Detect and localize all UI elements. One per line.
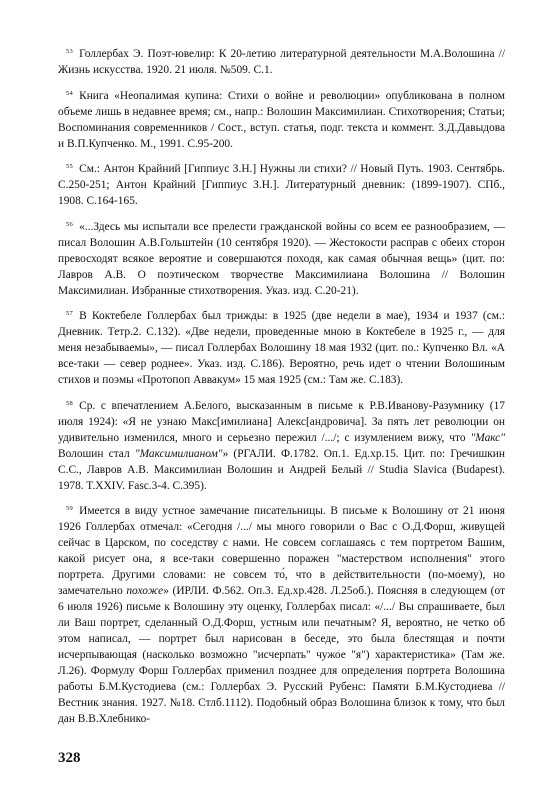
footnote-text: «...Здесь мы испытали все прелести гражданской войны со всем ее разнообразием, — писал Волошин А.В.Гольштейн (10 сентября 1920). — Жестокости расправ с обеих сторон превосходят всякое вероятие и совершаются походя, как самая обычная вещь» (цит. по: Лавров А.В. О поэтическом творчестве Максимилиана Волошина // Волошин Максимилиан. Избранные стихотворения. Указ. изд. С.20-21). — [58, 220, 505, 297]
footnote-54 — [58, 86, 505, 152]
footnote-number: 57 — [66, 310, 74, 317]
footnote-text: См.: Антон Крайний [Гиппиус З.Н.] Нужны ли стихи? // Новый Путь. 1903. Сентябрь. С.250-251; Антон Крайний [Гиппиус З.Н.]. Литературный дневник: (1899-1907). СПб., 1908. С.164-165. — [58, 163, 505, 207]
footnote-emphasis: похоже — [126, 585, 164, 597]
footnote-text: » (ИРЛИ. Ф.562. Оп.3. Ед.хр.428. Л.25об.). Поясняя в следующем (от 6 июля 1926) письме к Волошину эту оценку, Голлербах писал: «/.../ Вы спрашиваете, был ли Ваш портрет, сделанный О.Д.Форш, устным или печатным? Я, вероятно, не четко об этом написал, — портрет был нарисован в беседе, это была блестящая и почти исчерпывающая (насколько возможно "исчерпать" чужое "я") характеристика» (Там же. Л.26). Формулу Форш Голлербах применил позднее для определения портрета Волошина работы Б.М.Кустодиева (см.: Голлербах Э. Русский Рубенс: Памяти Б.М.Кустодиева // Вестник знания. 1927. №18. Стлб.1112). Подобный образ Волошина близок к тому, что был дан В.В.Хлебнико- — [58, 585, 505, 725]
footnote-59 — [58, 501, 505, 727]
footnotes-column — [58, 44, 505, 735]
footnote-58 — [58, 396, 505, 494]
footnote-text: Имеется в виду устное замечание писательницы. В письме к Волошину от 21 июня 1926 Голлербах отмечал: «Сегодня /.../ мы много говорили о Вас с О.Д.Форш, живущей сейчас в Царском, по соседству с нами. Не совсем соглашаясь с тем портретом Вашим, какой рисует она, я все-таки совершенно поражен "мастерством исполнения" этого портрета. Другими словами: не совсем то́, что в действительности (по-моему), но замечательно — [58, 505, 505, 597]
footnote-text: Книга «Неопалимая купина: Стихи о войне и революции» опубликована в полном объеме лишь в недавнее время; см., напр.: Волошин Максимилиан. Стихотворения; Статьи; Воспоминания современников / Сост., вступ. статья, подг. текста и коммент. З.Д.Давыдова и В.П.Купченко. М., 1991. С.95-200. — [58, 89, 505, 150]
footnote-text: В Коктебеле Голлербах был трижды: в 1925 (две недели в мае), 1934 и 1937 (см.: Дневник. Тетр.2. С.132). «Две недели, проведенные мною в Коктебеле в 1925 г., — для меня незабываемы», — писал Голлербах Волошину 18 мая 1932 (цит. по.: Купченко Вл. «А все-таки — север роднее». Указ. изд. С.186). Вероятно, речь идет о чтении Волошиным стихов и поэмы «Протопоп Аввакум» 15 мая 1925 (см.: Там же. С.183). — [58, 310, 505, 386]
page-number: 328 — [58, 750, 81, 766]
footnote-number: 53 — [66, 48, 74, 55]
footnote-emphasis: "Макс" — [470, 431, 505, 444]
footnote-text: » (РГАЛИ. Ф.1782. Оп.1. Ед.хр.15. Цит. по: Гречишкин С.С., Лавров А.В. Максимилиан Волошин и Андрей Белый // Studia Slavica (Budapest). 1978. T.XXIV. Fasc.3-4. С.395). — [58, 447, 505, 492]
footnote-number: 55 — [66, 163, 74, 170]
footnote-number: 56 — [66, 220, 74, 228]
footnote-text: Волошин стал — [58, 447, 135, 460]
footnote-number: 59 — [66, 505, 74, 512]
footnote-number: 58 — [66, 399, 74, 407]
footnote-number: 54 — [66, 89, 74, 97]
footnote-55 — [58, 159, 505, 209]
footnote-emphasis: "Максимилианом" — [134, 447, 223, 460]
footnote-text: Ср. с впечатлением А.Белого, высказанным в письме к Р.В.Иванову-Разумнику (17 июля 1924): «Я не узнаю Макс[имилиана] Алекс[андровича]. За пять лет революции он удивительно изменился, много и серьезно пережил /.../; с изумлением вижу, что — [58, 399, 505, 444]
footnote-text: Голлербах Э. Поэт-ювелир: К 20-летию литературной деятельности М.А.Волошина // Жизнь искусства. 1920. 21 июля. №509. С.1. — [58, 48, 505, 76]
footnote-53 — [58, 44, 505, 78]
footnote-56 — [58, 217, 505, 299]
footnote-57 — [58, 306, 505, 388]
